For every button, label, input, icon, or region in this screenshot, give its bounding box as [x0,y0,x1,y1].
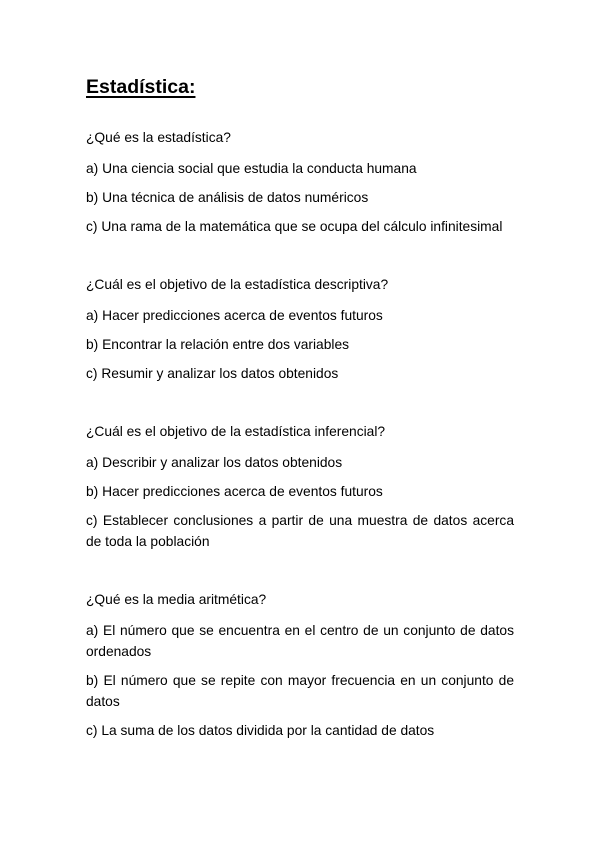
option-a: a) Hacer predicciones acerca de eventos futuros [86,308,383,323]
question-text: ¿Qué es la estadística? [86,130,231,145]
option-a: a) El número que se encuentra en el centro de un conjunto de datos ordenados [86,623,514,659]
option-b: b) Hacer predicciones acerca de eventos futuros [86,484,383,499]
option-c: c) Establecer conclusiones a partir de una muestra de datos acerca de toda la población [86,513,514,549]
question-block-3 [86,422,514,552]
question-text: ¿Cuál es el objetivo de la estadística inferencial? [86,424,386,439]
option-b: b) Encontrar la relación entre dos variables [86,337,350,352]
question-block-2 [86,275,514,384]
option-c: c) Una rama de la matemática que se ocupa del cálculo infinitesimal [86,219,503,234]
document-page [86,74,514,779]
option-c: c) Resumir y analizar los datos obtenidos [86,366,339,381]
question-block-4 [86,590,514,741]
option-a: a) Una ciencia social que estudia la conducta humana [86,161,417,176]
option-b: b) El número que se repite con mayor frecuencia en un conjunto de datos [86,673,514,709]
question-text: ¿Qué es la media aritmética? [86,592,267,607]
page-title: Estadística: [86,76,196,98]
question-text: ¿Cuál es el objetivo de la estadística descriptiva? [86,277,389,292]
option-a: a) Describir y analizar los datos obtenidos [86,455,343,470]
question-block-1 [86,128,514,237]
option-c: c) La suma de los datos dividida por la cantidad de datos [86,723,435,738]
option-b: b) Una técnica de análisis de datos numéricos [86,190,369,205]
